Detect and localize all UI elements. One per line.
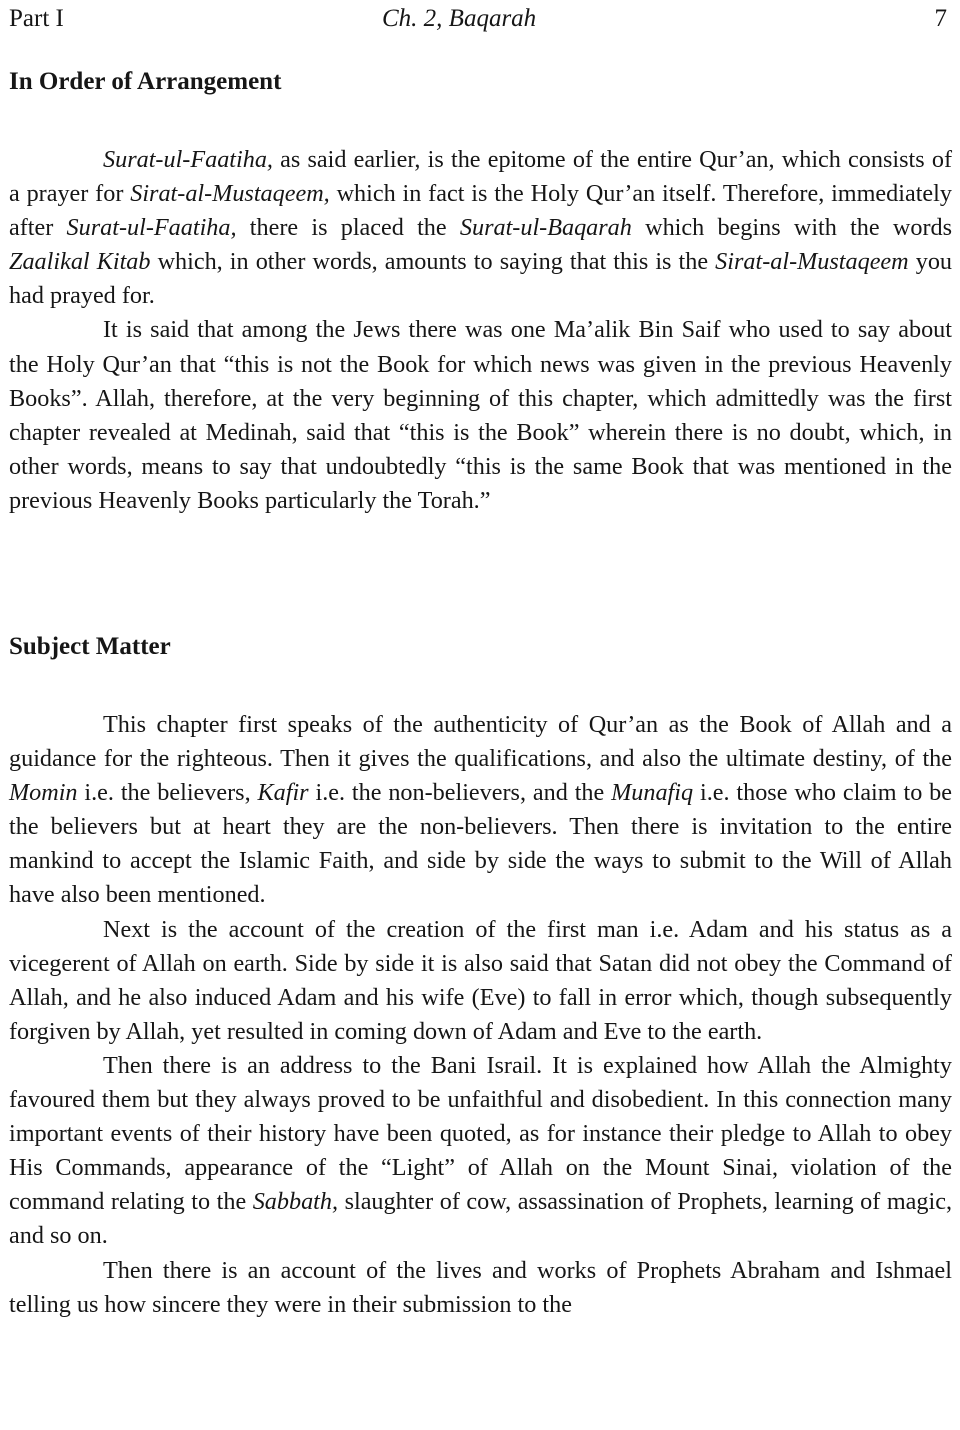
text-run: as said earlier, is the epitome of the entire Qur’an, which consists of a prayer for (9, 146, 952, 208)
text-run: Then there is an address to the Bani Israil. It is explained how Allah the Almighty favoured them but they always proved to be unfaithful and disobedient. In this connection many important events of their history have been quoted, as for instance their pledge to Allah to obey His Commands, appearance of the “Light” of Allah on the Mount Sinai, violation of the command relating to the (9, 1051, 952, 1216)
italic-term: Sabbath, (252, 1188, 339, 1216)
subject-paragraph-1 (9, 708, 952, 913)
arrangement-body (9, 143, 952, 518)
text-run: there is placed the (236, 214, 460, 242)
italic-term: Surat-ul-Faatiha, (103, 146, 273, 173)
italic-term: Kafir (257, 779, 309, 807)
part-label: Part I (9, 5, 64, 32)
page-number: 7 (934, 5, 947, 32)
running-header (9, 4, 951, 34)
section-heading-arrangement: In Order of Arrangement (9, 68, 282, 95)
subject-paragraph-3 (9, 1049, 952, 1254)
text-run: which in fact is the Holy Qur’an itself. Therefore, immediately after (9, 180, 952, 242)
section-heading-subject: Subject Matter (9, 633, 171, 660)
italic-term: Munafiq (611, 779, 694, 807)
italic-term: Surat-ul-Faatiha, (66, 214, 237, 242)
text-run: which, in other words, amounts to saying that this is the (150, 248, 716, 276)
italic-term: Sirat-al-Mustaqeem (715, 248, 909, 276)
subject-body (9, 708, 952, 1322)
subject-paragraph-4: Then there is an account of the lives and works of Prophets Abraham and Ishmael telling us how sincere they were in their submission to the (9, 1256, 952, 1318)
text-run: i.e. those who claim to be the believers but at heart they are the non-believers. Then there is invitation to the entire mankind to accept the Islamic Faith, and side by side the ways to submit to the Will of Allah have also been mentioned. (9, 779, 952, 909)
italic-term: Sirat-al-Mustaqeem, (130, 180, 330, 208)
text-run: you had prayed for. (9, 248, 953, 310)
text-run: which begins with the words (631, 214, 953, 242)
arrangement-paragraph-1 (9, 143, 952, 313)
chapter-title: Ch. 2, Baqarah (382, 5, 537, 32)
text-run: slaughter of cow, assassination of Prophets, learning of magic, and so on. (9, 1188, 952, 1250)
italic-term: Surat-ul-Baqarah (459, 214, 632, 242)
text-run: This chapter first speaks of the authenticity of Qur’an as the Book of Allah and a guidance for the righteous. Then it gives the qualifications, and also the ultimate destiny, of the (9, 711, 952, 773)
text-run: i.e. the believers, (77, 779, 258, 807)
italic-term: Momin (9, 779, 78, 807)
subject-paragraph-2: Next is the account of the creation of the first man i.e. Adam and his status as a vicegerent of Allah on earth. Side by side it is also said that Satan did not obey the Command of Allah, and he also induced Adam and his wife (Eve) to fall in error which, though subsequently forgiven by Allah, yet resulted in coming down of Adam and Eve to the earth. (9, 915, 952, 1045)
italic-term: Zaalikal Kitab (9, 248, 151, 276)
arrangement-paragraph-2: It is said that among the Jews there was one Ma’alik Bin Saif who used to say about the Holy Qur’an that “this is not the Book for which news was given in the previous Heavenly Books”. Allah, therefore, at the very beginning of this chapter, which admittedly was the first chapter revealed at Medinah, said that “this is the Book” wherein there is no doubt, which, in other words, means to say that undoubtedly “this is the same Book that was mentioned in the previous Heavenly Books particularly the Torah.” (9, 316, 952, 514)
text-run: i.e. the non-believers, and the (308, 779, 612, 807)
